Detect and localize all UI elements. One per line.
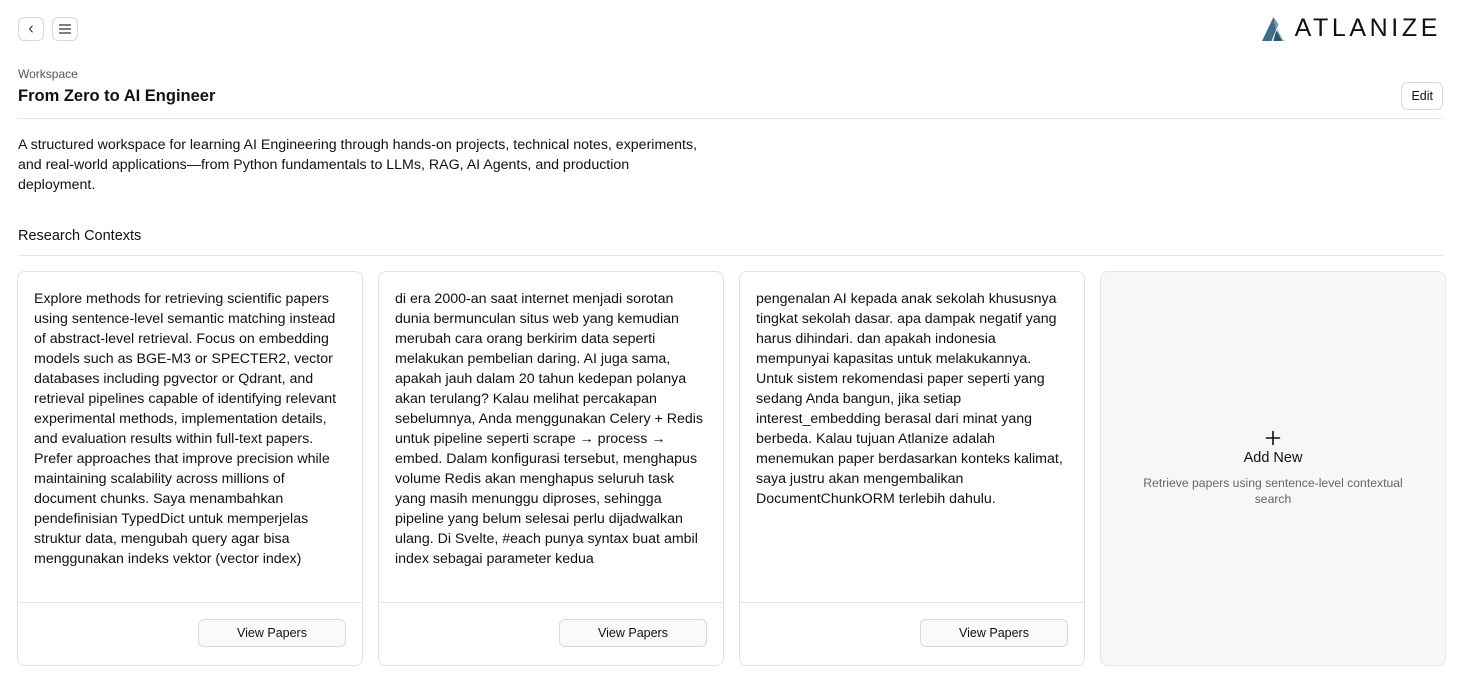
back-button[interactable] bbox=[18, 17, 44, 41]
context-card-grid bbox=[17, 271, 1446, 666]
add-new-title: Add New bbox=[1243, 450, 1303, 466]
view-papers-button[interactable]: View Papers bbox=[920, 619, 1068, 647]
atlanize-logo-icon bbox=[1261, 16, 1285, 42]
section-label: Workspace bbox=[18, 67, 78, 81]
add-new-subtitle: Retrieve papers using sentence-level contextual search bbox=[1143, 476, 1403, 506]
context-card-text: di era 2000-an saat internet menjadi sorotan dunia bermunculan situs web yang kemudian merubah cara orang berkirim data seperti melakukan pembelian daring. AI juga sama, apakah jauh dalam 20 tahun kedepan polanya akan terulang? Kalau melihat percakapan sebelumnya, Anda menggunakan Celery + Redis untuk pipeline seperti scrape → process → embed. Dalam konfigurasi tersebut, menghapus volume Redis akan menghapus seluruh task yang masih menunggu diproses, sehingga pipeline yang belum selesai perlu dijadwalkan ulang. Di Svelte, #each punya syntax buat ambil index sebagai parameter kedua bbox=[395, 291, 703, 567]
page-title: From Zero to AI Engineer bbox=[18, 87, 216, 105]
workspace-description: A structured workspace for learning AI Engineering through hands-on projects, technical notes, experiments, and real-world applications—from Python fundamentals to LLMs, RAG, AI Agents, and production deployment. bbox=[18, 137, 698, 193]
context-card bbox=[739, 271, 1085, 666]
context-card-footer bbox=[740, 602, 1084, 665]
header-divider bbox=[18, 118, 1443, 119]
view-papers-button[interactable]: View Papers bbox=[198, 619, 346, 647]
context-card-footer bbox=[379, 602, 723, 665]
view-papers-button[interactable]: View Papers bbox=[559, 619, 707, 647]
hamburger-menu-icon bbox=[58, 23, 72, 35]
context-card-footer bbox=[18, 602, 362, 665]
context-card-text: Explore methods for retrieving scientific papers using sentence-level semantic matching instead of abstract-level retrieval. Focus on embedding models such as BGE-M3 or SPECTER2, vector databases including pgvector or Qdrant, and retrieval pipelines capable of identifying relevant experimental methods, implementation details, and evaluation results within full-text papers. Prefer approaches that improve precision while maintaining scalability across millions of document chunks. Saya menambahkan pendefinisian TypedDict untuk memperjelas struktur data, mengubah query agar bisa menggunakan indeks vektor (vector index) bbox=[34, 291, 337, 567]
plus-icon bbox=[1265, 430, 1281, 446]
brand-logo bbox=[1261, 14, 1441, 43]
menu-button[interactable] bbox=[52, 17, 78, 41]
edit-button[interactable]: Edit bbox=[1401, 82, 1443, 110]
context-card-text: pengenalan AI kepada anak sekolah khususnya tingkat sekolah dasar. apa dampak negatif yang harus dihindari. dan apakah indonesia mempunyai kapasitas untuk melakukannya. Untuk sistem rekomendasi paper seperti yang sedang Anda bangun, jika setiap interest_embedding berasal dari minat yang berbeda. Kalau tujuan Atlanize adalah menemukan paper berdasarkan konteks kalimat, saya justru akan mengembalikan DocumentChunkORM terlebih dahulu. bbox=[756, 291, 1063, 507]
add-new-context-card[interactable] bbox=[1100, 271, 1446, 666]
contexts-divider bbox=[18, 255, 1443, 256]
top-toolbar bbox=[18, 17, 78, 41]
context-card bbox=[378, 271, 724, 666]
research-contexts-heading: Research Contexts bbox=[18, 228, 142, 244]
context-card bbox=[17, 271, 363, 666]
brand-name: ATLANIZE bbox=[1294, 14, 1441, 42]
chevron-left-icon bbox=[26, 24, 36, 34]
